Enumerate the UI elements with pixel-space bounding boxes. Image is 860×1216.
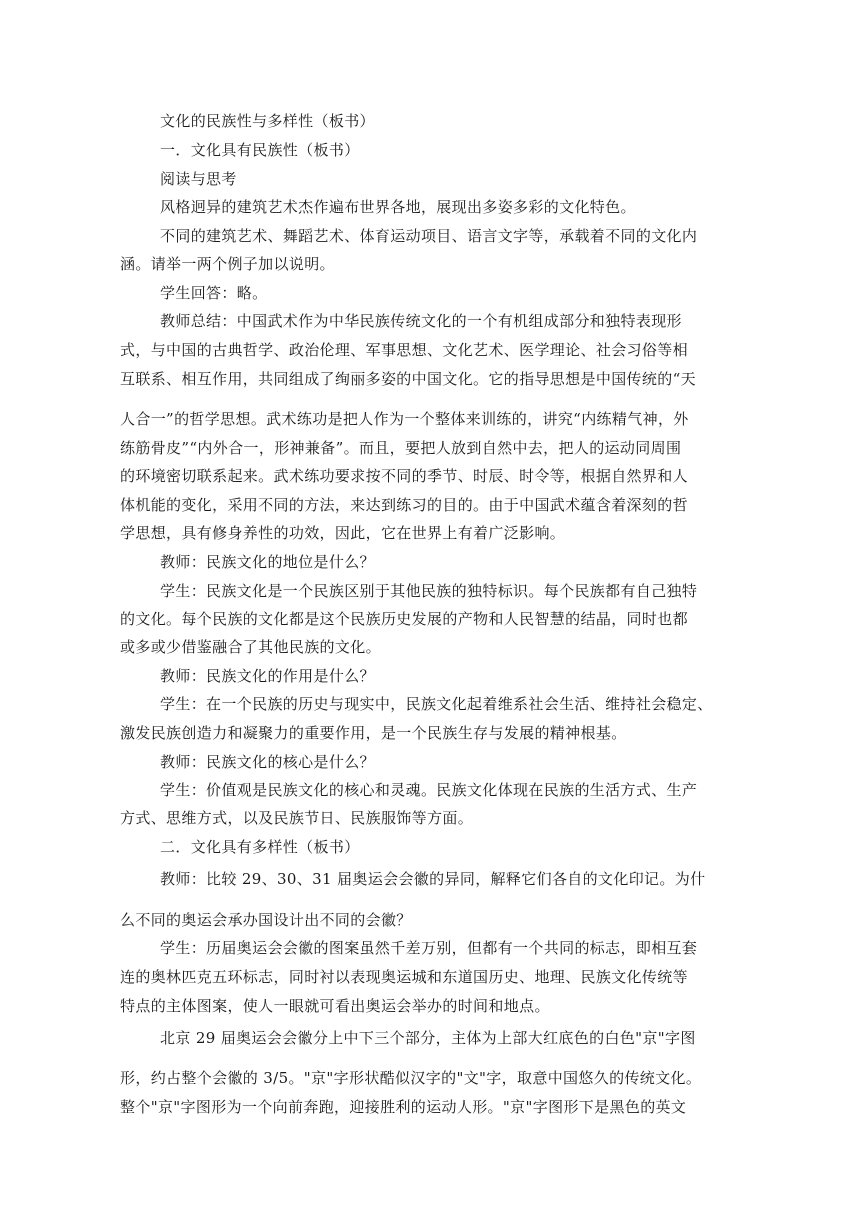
paragraph-line: 学生回答：略。	[160, 284, 268, 302]
paragraph-line: 教师总结：中国武术作为中华民族传统文化的一个有机组成部分和独特表现形	[160, 312, 682, 330]
paragraph-line: 方式、思维方式，以及民族节日、民族服饰等方面。	[120, 809, 474, 827]
paragraph-line: 整个"京"字图形为一个向前奔跑，迎接胜利的运动人形。"京"字图形下是黑色的英文	[120, 1098, 687, 1116]
paragraph-line: 教师：民族文化的核心是什么？	[160, 753, 375, 771]
paragraph-line: 学生：历届奥运会会徽的图案虽然千差万别，但都有一个共同的标志，即相互套	[160, 939, 698, 957]
paragraph-line: 学生：民族文化是一个民族区别于其他民族的独特标识。每个民族都有自己独特	[160, 582, 698, 600]
paragraph-line: 教师：民族文化的作用是什么？	[160, 667, 375, 685]
paragraph-line: 北京 29 届奥运会会徽分上中下三个部分，主体为上部大红底色的白色"京"字图	[160, 1029, 696, 1047]
paragraph-line: 的文化。每个民族的文化都是这个民族历史发展的产物和人民智慧的结晶，同时也都	[120, 610, 688, 628]
paragraph-line: 学思想，具有修身养性的功效，因此，它在世界上有着广泛影响。	[120, 524, 566, 542]
paragraph-line: 学生：价值观是民族文化的核心和灵魂。民族文化体现在民族的生活方式、生产	[160, 781, 698, 799]
subheading: 阅读与思考	[160, 170, 237, 188]
paragraph-line: 不同的建筑艺术、舞蹈艺术、体育运动项目、语言文字等，承载着不同的文化内	[160, 227, 698, 245]
paragraph-line: 风格迥异的建筑艺术杰作遍布世界各地，展现出多姿多彩的文化特色。	[160, 198, 636, 216]
paragraph-line: 形，约占整个会徽的 3/5。"京"字形状酷似汉字的"文"字，取意中国悠久的传统文化。	[120, 1069, 702, 1087]
paragraph-line: 人合一”的哲学思想。武术练功是把人作为一个整体来训练的，讲究“内练精气神，外	[120, 410, 689, 428]
paragraph-line: 连的奥林匹克五环标志，同时衬以表现奥运城和东道国历史、地理、民族文化传统等	[120, 968, 688, 986]
paragraph-line: 式，与中国的古典哲学、政治伦理、军事思想、文化艺术、医学理论、社会习俗等相	[120, 341, 688, 359]
paragraph-line: 教师：民族文化的地位是什么？	[160, 553, 375, 571]
paragraph-line: 练筋骨皮”“内外合一，形神兼备”。而且，要把人放到自然中去，把人的运动同周围	[120, 439, 682, 457]
paragraph-line: 学生：在一个民族的历史与现实中，民族文化起着维系社会生活、维持社会稳定、	[160, 695, 713, 713]
paragraph-line: 或多或少借鉴融合了其他民族的文化。	[120, 638, 381, 656]
doc-title: 文化的民族性与多样性（板书）	[160, 112, 375, 130]
section-heading-1: 一．文化具有民族性（板书）	[160, 141, 360, 159]
section-heading-2: 二．文化具有多样性（板书）	[160, 838, 360, 856]
paragraph-line: 特点的主体图案，使人一眼就可看出奥运会举办的时间和地点。	[120, 997, 550, 1015]
paragraph-line: 涵。请举一两个例子加以说明。	[120, 255, 335, 273]
paragraph-line: 互联系、相互作用，共同组成了绚丽多姿的中国文化。它的指导思想是中国传统的“天	[120, 370, 696, 388]
paragraph-line: 激发民族创造力和凝聚力的重要作用，是一个民族生存与发展的精神根基。	[120, 724, 627, 742]
paragraph-line: 教师：比较 29、30、31 届奥运会会徽的异同，解释它们各自的文化印记。为什	[160, 870, 706, 888]
paragraph-line: 体机能的变化，采用不同的方法，来达到练习的目的。由于中国武术蕴含着深刻的哲	[120, 496, 688, 514]
paragraph-line: 的环境密切联系起来。武术练功要求按不同的季节、时辰、时令等，根据自然界和人	[120, 467, 688, 485]
paragraph-line: 么不同的奥运会承办国设计出不同的会徽？	[120, 911, 412, 929]
